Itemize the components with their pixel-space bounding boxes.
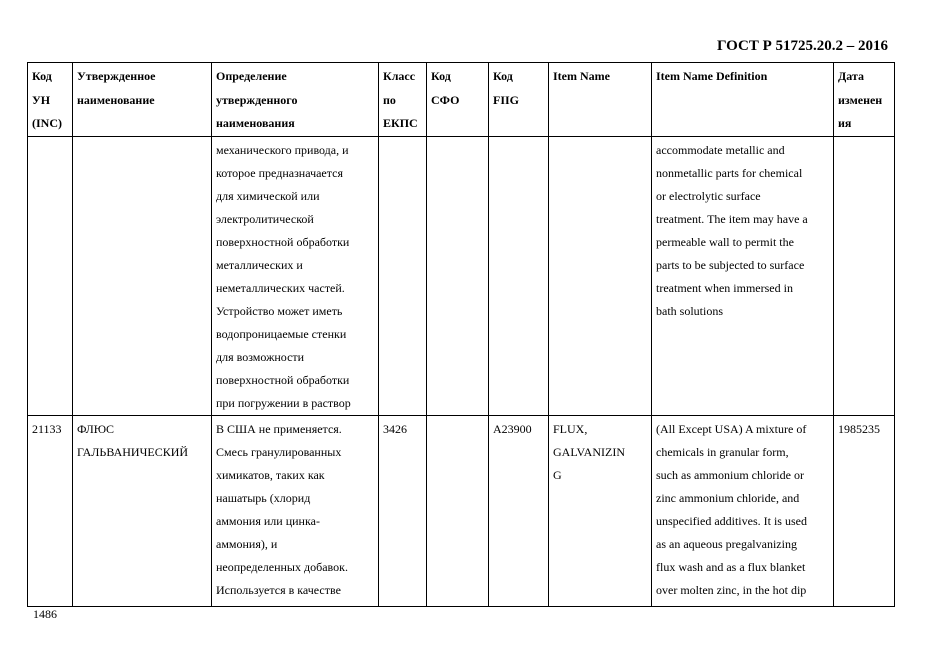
cell-change-date bbox=[834, 136, 895, 415]
cell-item-definition: (All Except USA) A mixture of chemicals in granular form, such as ammonium chloride or zinc ammonium chloride, and unspecified additives. It is used as an aqueous pregalvanizing flux wash and as a flux blanket over molten zinc, in the hot dip bbox=[652, 415, 834, 606]
column-header-definition: Определение утвержденного наименования bbox=[212, 63, 379, 137]
column-header-class: Класс по ЕКПС bbox=[379, 63, 427, 137]
cell-approved-name bbox=[73, 136, 212, 415]
cell-item-name bbox=[549, 136, 652, 415]
cell-change-date: 1985235 bbox=[834, 415, 895, 606]
cell-sfo bbox=[427, 415, 489, 606]
cell-fiig bbox=[489, 136, 549, 415]
table-row bbox=[28, 415, 895, 606]
catalog-table bbox=[27, 62, 895, 607]
column-header-fiig: Код FIIG bbox=[489, 63, 549, 137]
cell-class bbox=[379, 136, 427, 415]
cell-approved-name: ФЛЮС ГАЛЬВАНИЧЕСКИЙ bbox=[73, 415, 212, 606]
cell-sfo bbox=[427, 136, 489, 415]
column-header-inc: Код УН (INC) bbox=[28, 63, 73, 137]
document-header: ГОСТ Р 51725.20.2 – 2016 bbox=[716, 38, 888, 54]
column-header-sfo: Код СФО bbox=[427, 63, 489, 137]
table-header-row bbox=[28, 63, 895, 137]
column-header-item-name: Item Name bbox=[549, 63, 652, 137]
cell-inc: 21133 bbox=[28, 415, 73, 606]
column-header-approved-name: Утвержденное наименование bbox=[73, 63, 212, 137]
cell-class: 3426 bbox=[379, 415, 427, 606]
page-number: 1486 bbox=[33, 607, 57, 621]
cell-definition-ru: В США не применяется. Смесь гранулированных химикатов, таких как нашатырь (хлорид аммония или цинка- аммония), и неопределенных добавок. Используется в качестве bbox=[212, 415, 379, 606]
table-row bbox=[28, 136, 895, 415]
cell-item-definition: accommodate metallic and nonmetallic parts for chemical or electrolytic surface treatment. The item may have a permeable wall to permit the parts to be subjected to surface treatment when immersed in bath solutions bbox=[652, 136, 834, 415]
cell-inc bbox=[28, 136, 73, 415]
cell-fiig: A23900 bbox=[489, 415, 549, 606]
cell-item-name: FLUX, GALVANIZIN G bbox=[549, 415, 652, 606]
column-header-change-date: Дата изменен ия bbox=[834, 63, 895, 137]
cell-definition-ru: механического привода, и которое предназначается для химической или электролитической поверхностной обработки металлических и неметаллических частей. Устройство может иметь водопроницаемые стенки для возможности поверхностной обработки при погружении в раствор bbox=[212, 136, 379, 415]
column-header-item-definition: Item Name Definition bbox=[652, 63, 834, 137]
